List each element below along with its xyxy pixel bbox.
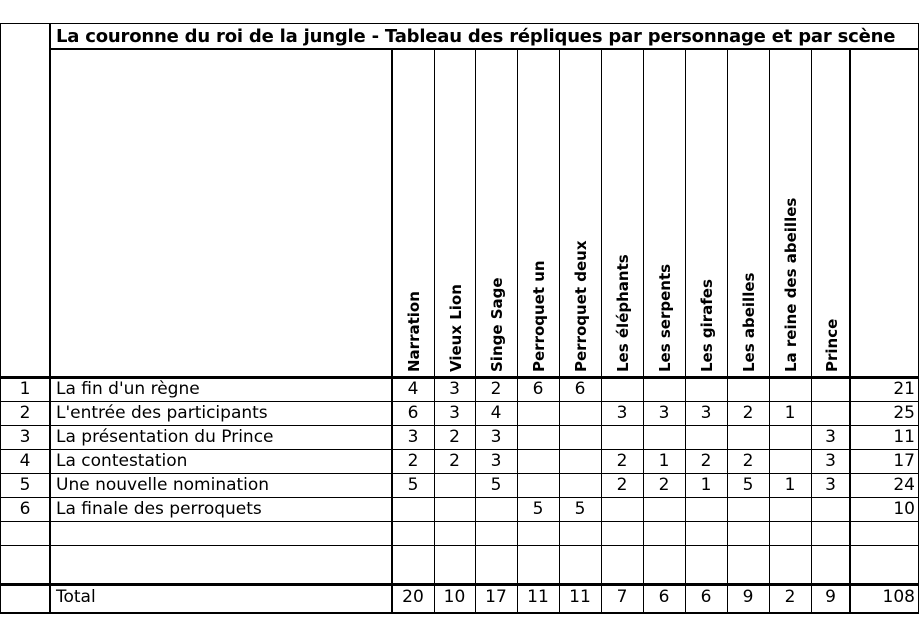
line-count-cell[interactable] (392, 498, 434, 522)
line-count-cell[interactable]: 5 (532, 499, 544, 519)
grid-line (727, 49, 728, 612)
header-label: Narration (405, 291, 423, 372)
header-vieux-lion[interactable] (434, 49, 475, 378)
line-count-cell[interactable] (559, 402, 601, 426)
header-label: Perroquet deux (572, 240, 590, 372)
grand-total[interactable]: 108 (882, 587, 915, 607)
total-cell[interactable]: 11 (527, 587, 549, 607)
line-count-cell[interactable]: 2 (742, 451, 754, 471)
grid-line (0, 473, 919, 474)
line-count-cell[interactable]: 6 (574, 379, 586, 399)
header-narration[interactable] (392, 49, 434, 378)
line-count-cell[interactable]: 3 (825, 427, 836, 447)
line-count-cell[interactable]: 2 (407, 451, 419, 471)
grid-line (601, 49, 602, 612)
row-total[interactable]: 25 (893, 403, 915, 423)
line-count-cell[interactable]: 1 (784, 475, 796, 495)
scene-number[interactable]: 1 (19, 379, 31, 399)
line-count-cell[interactable] (685, 498, 727, 522)
line-count-cell[interactable] (517, 522, 559, 546)
scene-title[interactable]: La contestation (56, 451, 188, 471)
line-count-cell[interactable]: 1 (700, 475, 712, 495)
scene-number[interactable] (0, 522, 50, 546)
grid-line (0, 23, 1, 613)
grid-line (517, 49, 518, 612)
line-count-cell[interactable]: 2 (449, 451, 460, 471)
total-cell[interactable]: 7 (616, 587, 628, 607)
line-count-cell[interactable] (769, 378, 811, 402)
header-label: Les éléphants (614, 254, 632, 372)
total-cell[interactable]: 2 (784, 587, 796, 607)
line-count-cell[interactable]: 3 (700, 403, 712, 423)
line-count-cell[interactable] (643, 378, 685, 402)
line-count-cell[interactable] (727, 522, 769, 546)
line-count-cell[interactable]: 4 (490, 403, 502, 423)
line-count-cell[interactable]: 3 (825, 475, 836, 495)
line-count-cell[interactable] (643, 426, 685, 450)
header-singe-sage[interactable] (475, 49, 517, 378)
grid-line (0, 497, 919, 498)
grid-line (811, 49, 812, 612)
row-total[interactable]: 21 (893, 379, 915, 399)
header-les-girafes[interactable] (685, 49, 727, 378)
line-count-cell[interactable] (601, 498, 643, 522)
scene-title[interactable]: La présentation du Prince (56, 427, 274, 447)
line-count-cell[interactable] (517, 402, 559, 426)
header-label: Singe Sage (488, 277, 506, 372)
line-count-cell[interactable]: 2 (700, 451, 712, 471)
line-count-cell[interactable] (643, 522, 685, 546)
line-count-cell[interactable] (727, 378, 769, 402)
scene-title[interactable]: La fin d'un règne (56, 379, 200, 399)
line-count-cell[interactable] (517, 474, 559, 498)
grid-line (475, 49, 476, 612)
line-count-cell[interactable] (685, 522, 727, 546)
line-count-cell[interactable] (685, 426, 727, 450)
line-count-cell[interactable] (811, 378, 850, 402)
line-count-cell[interactable]: 3 (825, 451, 836, 471)
total-cell[interactable]: 10 (443, 587, 466, 607)
line-count-cell[interactable] (559, 474, 601, 498)
grid-line (0, 23, 919, 24)
grid-line (391, 49, 393, 612)
line-count-cell[interactable]: 3 (658, 403, 670, 423)
line-count-cell[interactable]: 2 (449, 427, 460, 447)
header-label: Prince (822, 318, 841, 372)
grid-line (434, 49, 435, 612)
scene-title[interactable]: La finale des perroquets (56, 499, 262, 519)
line-count-cell[interactable]: 4 (407, 379, 419, 399)
grid-line (643, 49, 644, 612)
header-les-abeilles[interactable] (727, 49, 769, 378)
grid-line (0, 583, 919, 586)
line-count-cell[interactable] (517, 426, 559, 450)
scene-number[interactable]: 3 (19, 427, 31, 447)
line-count-cell[interactable] (601, 522, 643, 546)
line-count-cell[interactable] (559, 522, 601, 546)
line-count-cell[interactable]: 2 (490, 379, 502, 399)
line-count-cell[interactable] (769, 450, 811, 474)
row-total[interactable]: 24 (893, 475, 915, 495)
header-label: Vieux Lion (446, 284, 465, 372)
line-count-cell[interactable] (559, 426, 601, 450)
total-cell[interactable]: 17 (485, 587, 507, 607)
line-count-cell[interactable] (769, 522, 811, 546)
grid-line (0, 376, 919, 379)
line-count-cell[interactable]: 2 (658, 475, 670, 495)
line-count-cell[interactable] (811, 498, 850, 522)
header-label: La reine des abeilles (782, 197, 800, 372)
scene-number[interactable]: 6 (19, 499, 31, 519)
line-count-cell[interactable] (434, 522, 475, 546)
scene-title[interactable]: Une nouvelle nomination (56, 475, 270, 495)
line-count-cell[interactable]: 5 (490, 475, 502, 495)
line-count-cell[interactable] (643, 498, 685, 522)
grid-line (0, 449, 919, 450)
total-cell[interactable]: 20 (402, 587, 424, 607)
line-count-cell[interactable] (727, 426, 769, 450)
line-count-cell[interactable]: 2 (616, 451, 628, 471)
header-les-l-phants[interactable] (601, 49, 643, 378)
scene-title[interactable]: L'entrée des participants (56, 403, 268, 423)
row-total[interactable]: 10 (893, 499, 915, 519)
scene-title[interactable] (50, 522, 392, 546)
line-count-cell[interactable]: 5 (407, 475, 419, 495)
line-count-cell[interactable] (434, 498, 475, 522)
line-count-cell[interactable] (601, 378, 643, 402)
header-prince[interactable] (811, 49, 850, 378)
line-count-cell[interactable]: 1 (784, 403, 796, 423)
line-count-cell[interactable]: 5 (574, 499, 586, 519)
header-perroquet-deux[interactable] (559, 49, 601, 378)
grid-line (0, 401, 919, 402)
line-count-cell[interactable]: 5 (742, 475, 754, 495)
line-count-cell[interactable] (517, 450, 559, 474)
sheet-title[interactable]: La couronne du roi de la jungle - Tableau des répliques par personnage et par scène (56, 26, 896, 47)
line-count-cell[interactable]: 6 (532, 379, 544, 399)
total-label[interactable]: Total (56, 587, 96, 607)
line-count-cell[interactable] (475, 498, 517, 522)
total-cell[interactable]: 9 (742, 587, 754, 607)
line-count-cell[interactable]: 3 (490, 451, 502, 471)
line-count-cell[interactable] (434, 474, 475, 498)
line-count-cell[interactable]: 2 (742, 403, 754, 423)
scene-number[interactable]: 4 (19, 451, 31, 471)
line-count-cell[interactable]: 3 (616, 403, 628, 423)
line-count-cell[interactable] (769, 498, 811, 522)
line-count-cell[interactable] (601, 426, 643, 450)
header-label: Les serpents (656, 263, 674, 372)
header-label: Les girafes (698, 279, 716, 372)
line-count-cell[interactable] (727, 498, 769, 522)
line-count-cell[interactable]: 1 (658, 451, 670, 471)
row-total[interactable]: 11 (893, 427, 915, 447)
line-count-cell[interactable]: 3 (490, 427, 502, 447)
line-count-cell[interactable]: 3 (407, 427, 419, 447)
line-count-cell[interactable] (811, 522, 850, 546)
total-cell[interactable]: 9 (825, 587, 836, 607)
line-count-cell[interactable]: 3 (449, 403, 460, 423)
total-cell[interactable]: 6 (700, 587, 712, 607)
row-total[interactable] (850, 522, 919, 546)
grid-line (49, 23, 51, 613)
header-la-reine-des-abeilles[interactable] (769, 49, 811, 378)
row-total[interactable]: 17 (893, 451, 915, 471)
line-count-cell[interactable] (392, 522, 434, 546)
line-count-cell[interactable]: 6 (407, 403, 419, 423)
grid-line (0, 612, 919, 614)
line-count-cell[interactable] (769, 426, 811, 450)
header-label: Les abeilles (740, 272, 758, 372)
grid-line (769, 49, 770, 612)
scene-number[interactable]: 5 (19, 475, 31, 495)
line-count-cell[interactable] (559, 450, 601, 474)
grid-line (849, 49, 851, 612)
grid-line (685, 49, 686, 612)
grid-line (0, 521, 919, 522)
header-les-serpents[interactable] (643, 49, 685, 378)
line-count-cell[interactable] (475, 522, 517, 546)
grid-line (559, 49, 560, 612)
grid-line (0, 545, 919, 546)
total-cell[interactable]: 11 (569, 587, 591, 607)
scene-number[interactable]: 2 (19, 403, 31, 423)
header-perroquet-un[interactable] (517, 49, 559, 378)
line-count-cell[interactable] (811, 402, 850, 426)
line-count-cell[interactable]: 3 (449, 379, 460, 399)
line-count-cell[interactable] (685, 378, 727, 402)
line-count-cell[interactable]: 2 (616, 475, 628, 495)
header-label: Perroquet un (530, 260, 548, 372)
grid-line (0, 425, 919, 426)
total-cell[interactable]: 6 (658, 587, 670, 607)
grid-line (50, 48, 919, 50)
